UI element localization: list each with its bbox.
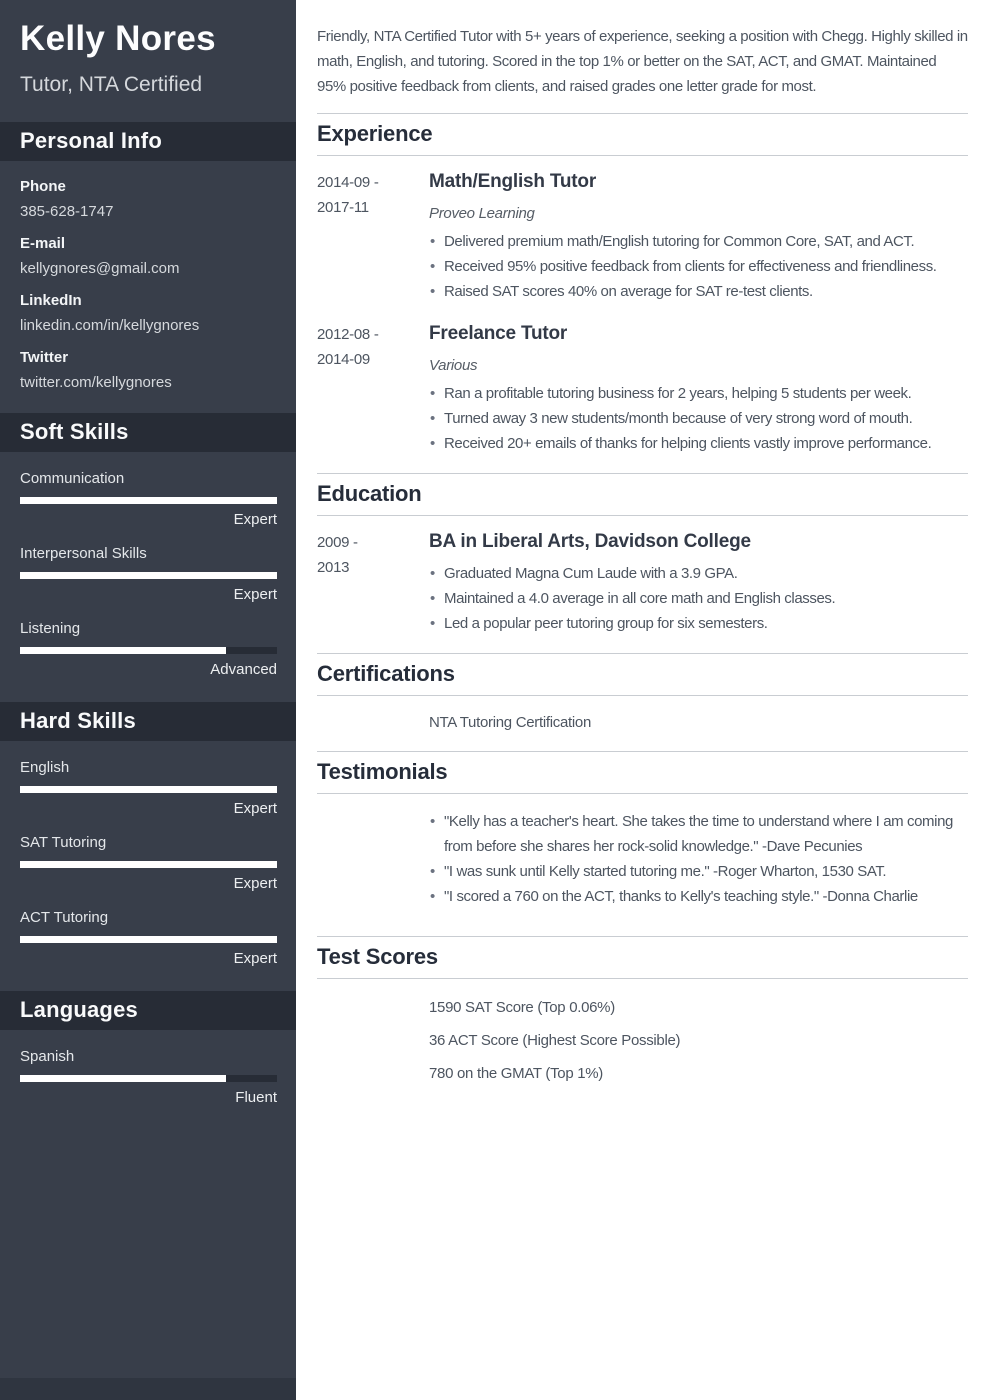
soft-skills-heading: Soft Skills: [0, 413, 296, 452]
entry-body: [429, 170, 968, 304]
bullet-item: • Maintained a 4.0 average in all core math and English classes.: [429, 586, 968, 611]
testimonials-content: [429, 794, 968, 922]
identity-block: [0, 0, 296, 122]
job-bullets: [429, 229, 968, 304]
education-entry: [317, 516, 968, 636]
skill-level: Expert: [233, 511, 277, 528]
degree-title: BA in Liberal Arts, Davidson College: [429, 531, 751, 552]
contact-label: Phone: [20, 178, 66, 195]
contact-value: linkedin.com/in/kellygnores: [20, 317, 200, 334]
contact-label: E-mail: [20, 235, 66, 252]
test-scores-content: [429, 979, 968, 1086]
skill-act-tutoring: [20, 909, 277, 967]
certifications-content: [429, 710, 968, 735]
skill-bar: [20, 572, 277, 579]
skill-bar: [20, 647, 277, 654]
section-title: Testimonials: [317, 759, 448, 784]
skill-level: Expert: [233, 800, 277, 817]
test-score-item: 1590 SAT Score (Top 0.06%): [429, 999, 615, 1016]
languages-heading: Languages: [0, 991, 296, 1030]
certification-item: NTA Tutoring Certification: [429, 714, 591, 731]
education-bullets: [429, 561, 968, 636]
section-title: Certifications: [317, 661, 455, 686]
skill-name: Interpersonal Skills: [20, 545, 147, 562]
soft-skills-list: [0, 452, 296, 702]
certifications-section-heading: [317, 653, 968, 696]
skill-level: Expert: [233, 875, 277, 892]
skill-name: SAT Tutoring: [20, 834, 107, 851]
testimonial-item: • "Kelly has a teacher's heart. She takes the time to understand where I am coming from before she shares her rock-solid knowledge." -Dave Pecunies: [429, 809, 968, 859]
testimonial-item: • "I was sunk until Kelly started tutoring me." -Roger Wharton, 1530 SAT.: [429, 859, 968, 884]
main-content: [296, 0, 990, 1400]
date-to: 2013: [317, 559, 350, 576]
languages-list: [0, 1030, 296, 1130]
skill-bar: [20, 497, 277, 504]
testimonials-section-heading: [317, 751, 968, 794]
skill-english: [20, 759, 277, 817]
date-from: 2012-08 -: [317, 326, 379, 343]
bullet-item: • Ran a profitable tutoring business for 2 years, helping 5 students per week.: [429, 381, 968, 406]
skill-name: ACT Tutoring: [20, 909, 109, 926]
sidebar-footer-band: [0, 1378, 296, 1400]
skill-level: Advanced: [210, 661, 277, 678]
bullet-item: • Delivered premium math/English tutoring for Common Core, SAT, and ACT.: [429, 229, 968, 254]
language-level: Fluent: [235, 1089, 277, 1106]
bullet-item: • Received 20+ emails of thanks for helping clients vastly improve performance.: [429, 431, 968, 456]
skill-name: English: [20, 759, 70, 776]
experience-entry: [317, 304, 968, 456]
skill-bar-fill: [20, 861, 277, 868]
entry-dates: [317, 530, 429, 636]
hard-skills-list: [0, 741, 296, 991]
bullet-item: • Graduated Magna Cum Laude with a 3.9 GPA.: [429, 561, 968, 586]
entry-dates: [317, 322, 429, 456]
sidebar: [0, 0, 296, 1400]
bullet-item: • Received 95% positive feedback from clients for effectiveness and friendliness.: [429, 254, 968, 279]
section-title: Education: [317, 481, 422, 506]
skill-name: Communication: [20, 470, 125, 487]
contact-phone: [20, 178, 276, 220]
skill-listening: [20, 620, 277, 678]
contact-label: Twitter: [20, 349, 69, 366]
skill-name: Listening: [20, 620, 81, 637]
candidate-title: Tutor, NTA Certified: [20, 73, 203, 96]
experience-section-heading: [317, 113, 968, 156]
language-bar-fill: [20, 1075, 226, 1082]
job-bullets: [429, 381, 968, 456]
skill-bar: [20, 786, 277, 793]
test-score-item: 780 on the GMAT (Top 1%): [429, 1065, 604, 1082]
date-from: 2009 -: [317, 534, 358, 551]
test-score-item: 36 ACT Score (Highest Score Possible): [429, 1032, 681, 1049]
date-from: 2014-09 -: [317, 174, 379, 191]
education-section-heading: [317, 473, 968, 516]
contact-value: twitter.com/kellygnores: [20, 374, 172, 391]
language-spanish: [20, 1048, 277, 1106]
contact-label: LinkedIn: [20, 292, 82, 309]
company-name: Proveo Learning: [429, 205, 535, 222]
contact-email: [20, 235, 276, 277]
contact-value: kellygnores@gmail.com: [20, 260, 180, 277]
bullet-item: • Raised SAT scores 40% on average for SAT re-test clients.: [429, 279, 968, 304]
skill-bar: [20, 936, 277, 943]
entry-body: [429, 322, 968, 456]
professional-summary: Friendly, NTA Certified Tutor with 5+ years of experience, seeking a position with Chegg. Highly skilled in math, English, and tutoring. Scored in the top 1% or better on the SAT, ACT, and GMAT. Maintained 95% positive feedback from clients, and raised grades one letter grade for most.: [317, 28, 968, 95]
personal-info-heading: Personal Info: [0, 122, 296, 161]
contact-linkedin: [20, 292, 276, 334]
skill-bar-fill: [20, 497, 277, 504]
skill-level: Expert: [233, 950, 277, 967]
job-title: Math/English Tutor: [429, 171, 597, 192]
hard-skills-heading: Hard Skills: [0, 702, 296, 741]
section-title: Test Scores: [317, 944, 438, 969]
entry-body: [429, 530, 968, 636]
entry-dates: [317, 170, 429, 304]
date-to: 2017-11: [317, 199, 369, 216]
test-scores-section-heading: [317, 936, 968, 979]
bullet-item: • Turned away 3 new students/month because of very strong word of mouth.: [429, 406, 968, 431]
skill-sat-tutoring: [20, 834, 277, 892]
testimonial-item: • "I scored a 760 on the ACT, thanks to Kelly's teaching style." -Donna Charlie: [429, 884, 968, 909]
company-name: Various: [429, 357, 478, 374]
skill-bar: [20, 861, 277, 868]
contact-list: [0, 161, 296, 413]
experience-entry: [317, 156, 968, 304]
candidate-name: Kelly Nores: [20, 19, 216, 58]
testimonial-bullets: [429, 809, 968, 909]
language-name: Spanish: [20, 1048, 75, 1065]
contact-value: 385-628-1747: [20, 203, 114, 220]
bullet-item: • Led a popular peer tutoring group for six semesters.: [429, 611, 968, 636]
section-title: Experience: [317, 121, 433, 146]
skill-bar-fill: [20, 647, 226, 654]
skill-bar-fill: [20, 572, 277, 579]
language-bar: [20, 1075, 277, 1082]
job-title: Freelance Tutor: [429, 323, 568, 344]
skill-communication: [20, 470, 277, 528]
date-to: 2014-09: [317, 351, 370, 368]
skill-level: Expert: [233, 586, 277, 603]
contact-twitter: [20, 349, 276, 391]
skill-interpersonal: [20, 545, 277, 603]
skill-bar-fill: [20, 786, 277, 793]
skill-bar-fill: [20, 936, 277, 943]
